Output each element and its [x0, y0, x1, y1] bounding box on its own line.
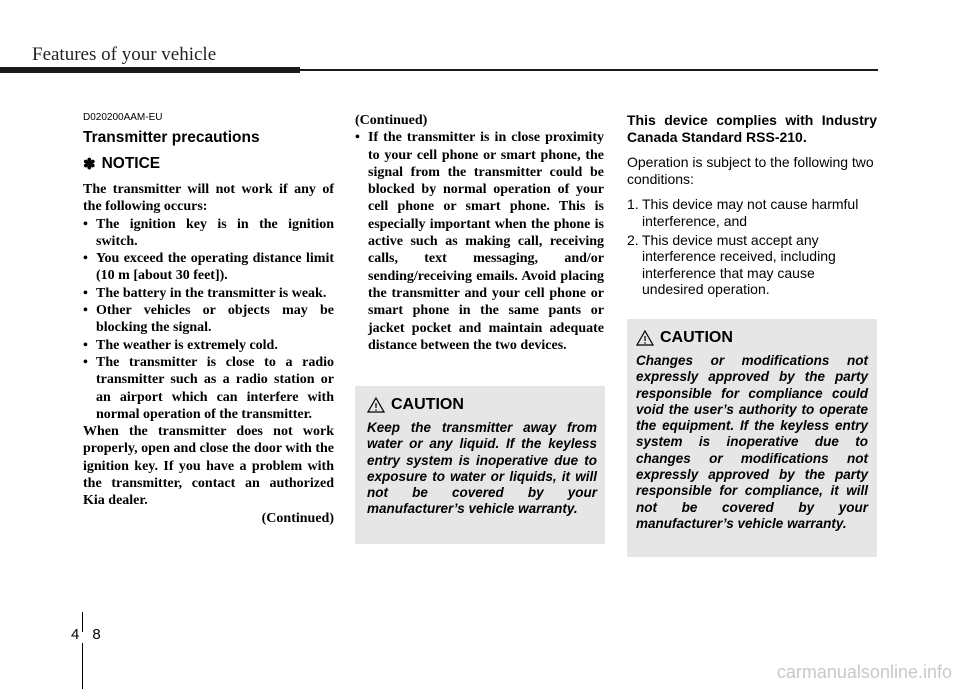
list-item: • The ignition key is in the ignition switch. [83, 216, 334, 251]
column-left [83, 112, 334, 527]
compliance-body [627, 112, 877, 298]
notice-bullet-list [83, 216, 334, 424]
caution-text: Changes or modifications not expressly approved by the party responsible for compliance could void the user’s authority to operate the equipment. If the keyless entry system is inoperative due to changes or modifications not expressly approved by the party responsible for compliance, it will not be covered by your manufacturer’s vehicle warranty. [636, 353, 868, 531]
list-item: • Other vehicles or objects may be blocking the signal. [83, 302, 334, 337]
list-item: • The weather is extremely cold. [83, 337, 334, 354]
list-text: This device must accept any interference received, including interference that may cause undesired operation. [642, 231, 836, 298]
compliance-statement: This device complies with Industry Canada Standard RSS-210. [627, 112, 877, 145]
list-text: This device may not cause harmful interference, and [642, 196, 859, 229]
continued-bullet-list [355, 129, 604, 354]
caution-label: CAUTION [391, 396, 464, 413]
notice-body [83, 181, 334, 527]
conditions-list [627, 196, 877, 298]
section-code: D020200AAM-EU [83, 112, 163, 123]
notice-heading [83, 155, 334, 173]
column-middle [355, 112, 604, 354]
page-header-title: Features of your vehicle [32, 44, 217, 65]
list-item: • The transmitter is close to a radio transmitter such as a radio station or an airport which can interfere with normal operation of the transmitter. [83, 354, 334, 423]
list-item: • The battery in the transmitter is weak. [83, 285, 334, 302]
column-right [627, 112, 877, 300]
caution-box-modifications [627, 319, 877, 557]
header-rule-thick [0, 67, 300, 73]
watermark: carmanualsonline.info [776, 662, 952, 682]
caution-heading [367, 396, 597, 414]
page-number: 48 [71, 626, 114, 643]
warning-triangle-icon [367, 397, 385, 413]
list-number: 1. [627, 196, 639, 213]
continued-body [355, 112, 604, 354]
caution-box-water [355, 386, 605, 544]
header-rule-thin [300, 69, 878, 71]
caution-heading [636, 329, 868, 347]
caution-text: Keep the transmitter away from water or any liquid. If the keyless entry system is inoperative due to exposure to water or liquids, it will not be covered by your manufacturer’s vehicle warranty. [367, 420, 597, 517]
list-item: • You exceed the operating distance limit (10 m [about 30 feet]). [83, 250, 334, 285]
list-item: • If the transmitter is in close proximity to your cell phone or smart phone, the signal from the transmitter could be blocked by normal operation of your cell phone or smart phone. This is especially important when the phone is active such as making call, receiving calls, text messaging, and/or sending/receiving emails. Avoid placing the transmitter and your cell phone or smart phone in the same pants or jacket pocket and maintain adequate distance between the two devices. [355, 129, 604, 354]
list-item [627, 232, 877, 298]
section-title: Transmitter precautions [83, 129, 260, 146]
list-number: 2. [627, 231, 639, 248]
page-separator [82, 643, 83, 689]
caution-label: CAUTION [660, 329, 733, 346]
continued-heading: (Continued) [355, 113, 428, 128]
continued-label: (Continued) [261, 510, 334, 526]
notice-intro: The transmitter will not work if any of the following occurs: [83, 182, 334, 215]
notice-label: NOTICE [101, 155, 161, 172]
notice-outro: When the transmitter does not work properly, open and close the door with the ignition key. If you have a problem with the transmitter, contact an authorized Kia dealer. [83, 424, 334, 509]
warning-triangle-icon [636, 330, 654, 346]
list-item [627, 196, 877, 229]
notice-star-icon: ✽ [83, 156, 96, 173]
conditions-intro: Operation is subject to the following two conditions: [627, 154, 874, 187]
